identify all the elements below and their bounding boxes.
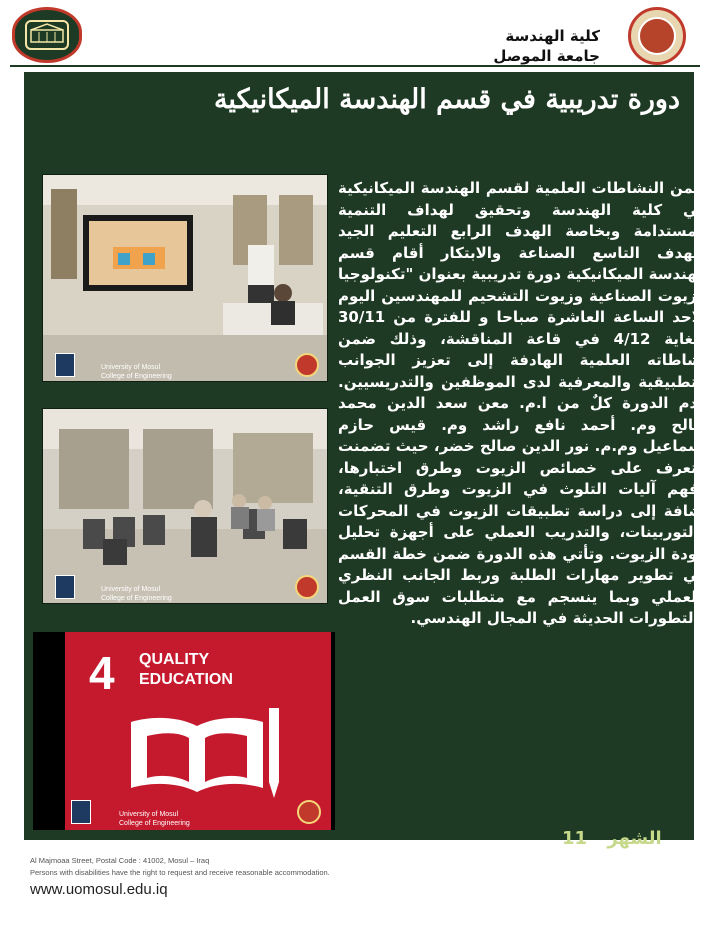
page-header — [10, 5, 700, 67]
badge-line1: University of Mosul — [101, 586, 161, 593]
month-label: الشهر — [607, 828, 662, 849]
audience-photo — [42, 408, 328, 604]
badge-line2: College of Engineering — [101, 595, 172, 602]
photo-badge — [101, 363, 172, 381]
footer-note: Persons with disabilities have the right to request and receive reasonable accommodation. — [30, 868, 330, 877]
article-body: ضمن النشاطات العلمية لقسم الهندسة الميكانيكية في كلية الهندسة وتحقيق لهداف التنمية المستدامة وبخاصة الهدف الرابع التعليم الجيد ولهدف التاسع الصناعة والابتكار أقام قسم الهندسة الميكانيكية دورة تدريبية بعنوان "تكنولوجيا الزيوت الصناعية وزيوت التشحيم للمهندسين اليوم الاحد الساعة العاشرة صباحا و للفترة من 30/11 ولغاية 4/12 في قاعة المناقشة، وذلك ضمن نشاطاته العلمية الهادفة إلى تعزيز الجوانب التطبيقية والمعرفية لدى الموظفين والتدريسيين. قدم الدورة كلٌ من ا.م. معن سعد الدين محمد صالح وم. أحمد نافع راشد وم. قيس حازم إسماعيل وم.م. نور الدين صالح خضر، حيث تضمنت التعرف على خصائص الزيوت وطرق اختبارها، وفهم آليات التلوث في الزيوت وطرق التنقية، إضافة إلى دراسة تطبيقات الزيوت في المحركات والتوربينات، والتدريب العملي على أجهزة تحليل جودة الزيوت. وتأتي هذه الدورة ضمن خطة القسم في تطوير مهارات الطلبة وربط الجانب النظري بالعملي وبما ينسجم مع متطلبات سوق العمل والتطورات الحديثة في المجال الهندسي. — [338, 179, 708, 627]
badge-line1: University of Mosul — [119, 811, 179, 818]
footer-website-link[interactable]: www.uomosul.edu.iq — [30, 881, 168, 898]
lecture-photo — [42, 174, 328, 382]
university-name: جامعة الموصل — [493, 47, 600, 65]
university-logo — [628, 7, 686, 65]
sdg-background — [65, 632, 331, 830]
month-indicator — [562, 828, 662, 849]
sdg-label: QUALITY EDUCATION — [139, 651, 233, 688]
photo-badge — [119, 810, 190, 828]
badge-logo-icon — [71, 800, 91, 824]
article-title: دورة تدريبية في قسم الهندسة الميكانيكية — [213, 84, 680, 115]
college-emblem-icon — [25, 20, 69, 50]
badge-line2: College of Engineering — [101, 373, 172, 380]
badge-logo-icon — [55, 575, 75, 599]
footer-address: Al Majmoaa Street, Postal Code : 41002, Mosul – Iraq — [30, 856, 210, 865]
college-logo — [12, 7, 82, 63]
open-book-icon — [117, 708, 277, 798]
badge-seal-icon — [295, 353, 319, 377]
month-value: 11 — [562, 828, 588, 849]
university-seal-icon — [638, 17, 676, 55]
sdg-number: 4 — [89, 647, 115, 699]
sdg-quality-education-tile — [33, 632, 335, 830]
badge-line1: University of Mosul — [101, 364, 161, 371]
badge-seal-icon — [295, 575, 319, 599]
photo-badge — [101, 585, 172, 603]
badge-logo-icon — [55, 353, 75, 377]
college-name: كلية الهندسة — [505, 27, 600, 45]
badge-line2: College of Engineering — [119, 820, 190, 827]
badge-seal-icon — [297, 800, 321, 824]
pencil-icon — [267, 708, 281, 798]
